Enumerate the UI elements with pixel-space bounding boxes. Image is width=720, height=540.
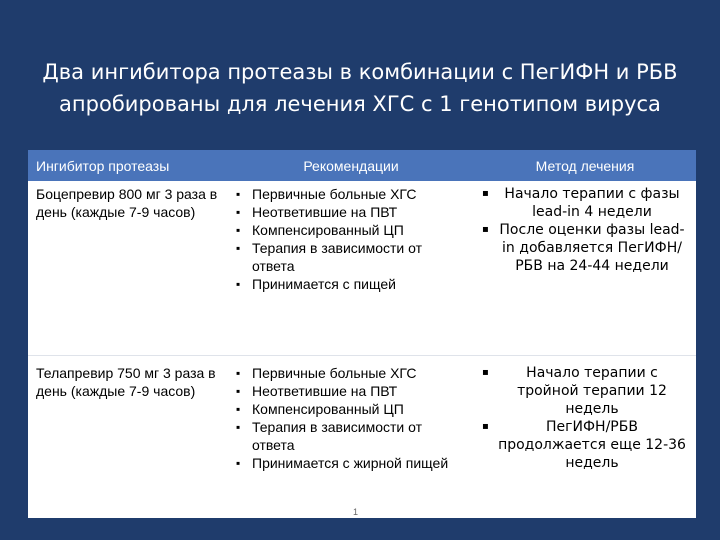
recommendations-list [236,185,468,293]
table-row [28,356,696,519]
list-item: ▪ ПегИФН/РБВ продолжается еще 12-36 недель [482,418,690,472]
method-cell [474,356,696,519]
slide-title [0,56,720,120]
list-item: ▪ Неответившие на ПВТ [236,382,468,400]
protease-inhibitor-table [28,150,696,518]
header-method: Метод лечения [474,150,696,181]
inhibitor-cell: Телапревир 750 мг 3 раза в день (каждые 7-9 часов) [28,356,228,519]
list-item: ▪ Неответившие на ПВТ [236,203,468,221]
list-item: ▪ Принимается с жирной пищей [236,454,468,472]
title-line-2: апробированы для лечения ХГС с 1 генотипом вируса [59,92,661,116]
header-inhibitor: Ингибитор протеазы [28,150,228,181]
method-list [482,185,690,275]
title-line-1: Два ингибитора протеазы в комбинации с ПегИФН и РБВ [42,60,678,84]
inhibitor-cell: Боцепревир 800 мг 3 раза в день (каждые 7-9 часов) [28,181,228,356]
method-list [482,364,690,472]
list-item: ▪ Начало терапии с фазы lead-in 4 недели [482,185,690,221]
list-item: ▪ Компенсированный ЦП [236,221,468,239]
list-item: ▪ Принимается с пищей [236,275,468,293]
recommendations-cell [228,181,474,356]
table-header-row [28,150,696,181]
footnote: 1 [353,507,359,517]
table-row [28,181,696,356]
header-recommendations: Рекомендации [228,150,474,181]
list-item: ▪ Терапия в зависимости от ответа [236,239,468,275]
method-cell [474,181,696,356]
list-item: ▪ Компенсированный ЦП [236,400,468,418]
list-item: ▪ Первичные больные ХГС [236,364,468,382]
recommendations-list [236,364,468,472]
list-item: ▪ Первичные больные ХГС [236,185,468,203]
list-item: ▪ Начало терапии с тройной терапии 12 недель [482,364,690,418]
list-item: ▪ Терапия в зависимости от ответа [236,418,468,454]
list-item: ▪ После оценки фазы lead-in добавляется ПегИФН/РБВ на 24-44 недели [482,221,690,275]
recommendations-cell [228,356,474,519]
